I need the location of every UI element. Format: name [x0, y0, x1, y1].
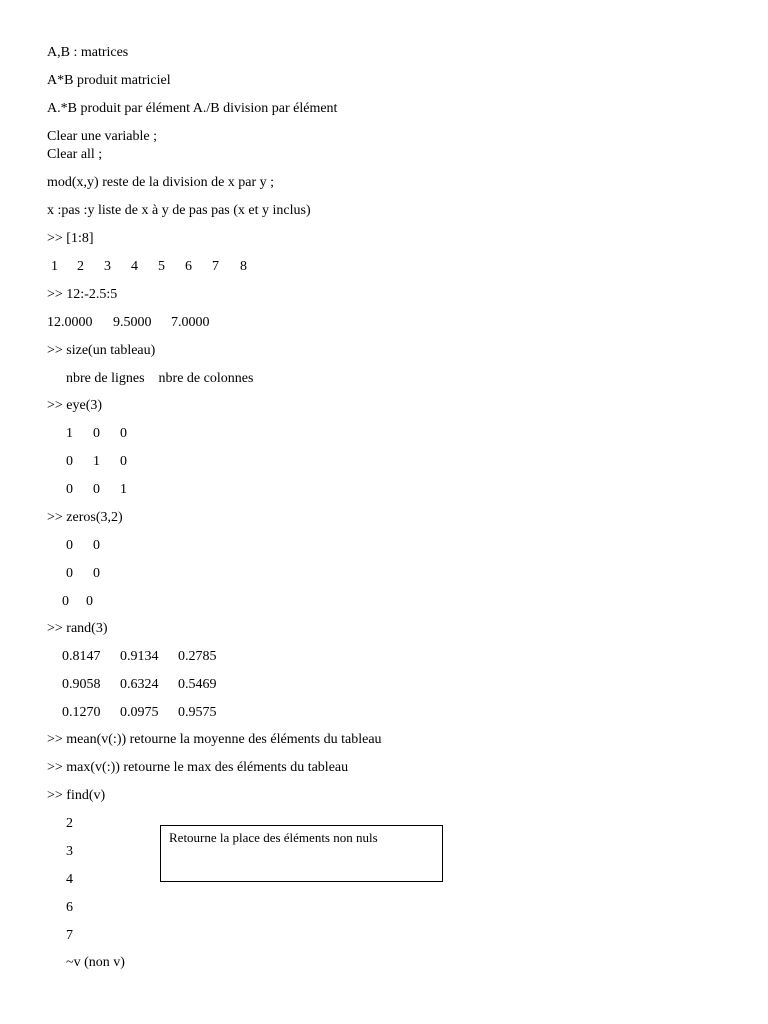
eye-cell: 1	[93, 454, 100, 469]
eye-cell: 0	[93, 426, 100, 441]
zeros-cell: 0	[86, 594, 93, 609]
range-value: 4	[131, 259, 138, 274]
line-produit-matriciel: A*B produit matriciel	[47, 73, 171, 88]
rand-cell: 0.5469	[178, 677, 217, 692]
range-value: 5	[158, 259, 165, 274]
step-value: 7.0000	[171, 315, 210, 330]
eye-cell: 0	[120, 426, 127, 441]
range-value: 1	[51, 259, 58, 274]
range-value: 7	[212, 259, 219, 274]
zeros-cell: 0	[66, 566, 73, 581]
cmd-eye: >> eye(3)	[47, 398, 103, 413]
cmd-find: >> find(v)	[47, 788, 106, 803]
rand-cell: 0.2785	[178, 649, 217, 664]
line-clear-all: Clear all ;	[47, 147, 103, 162]
rand-cell: 0.8147	[62, 649, 101, 664]
zeros-cell: 0	[93, 538, 100, 553]
find-note-callout: Retourne la place des éléments non nuls	[160, 825, 443, 882]
range-value: 2	[77, 259, 84, 274]
cmd-mean: >> mean(v(:)) retourne la moyenne des éléments du tableau	[47, 732, 382, 747]
line-pas: x :pas :y liste de x à y de pas pas (x et y inclus)	[47, 203, 311, 218]
line-produit-element: A.*B produit par élément A./B division par élément	[47, 101, 338, 116]
eye-cell: 1	[66, 426, 73, 441]
cmd-step: >> 12:-2.5:5	[47, 287, 118, 302]
cmd-size: >> size(un tableau)	[47, 343, 156, 358]
cmd-zeros: >> zeros(3,2)	[47, 510, 123, 525]
rand-cell: 0.9575	[178, 705, 217, 720]
find-value: 4	[66, 872, 73, 887]
step-value: 12.0000	[47, 315, 93, 330]
rand-cell: 0.6324	[120, 677, 159, 692]
step-value: 9.5000	[113, 315, 152, 330]
cmd-max: >> max(v(:)) retourne le max des éléments du tableau	[47, 760, 349, 775]
eye-cell: 1	[120, 482, 127, 497]
eye-cell: 0	[66, 482, 73, 497]
cmd-rand: >> rand(3)	[47, 621, 108, 636]
eye-cell: 0	[93, 482, 100, 497]
range-value: 8	[240, 259, 247, 274]
eye-cell: 0	[120, 454, 127, 469]
find-value: 7	[66, 928, 73, 943]
cmd-range: >> [1:8]	[47, 231, 94, 246]
zeros-cell: 0	[93, 566, 100, 581]
range-value: 6	[185, 259, 192, 274]
line-not-v: ~v (non v)	[66, 955, 125, 970]
rand-cell: 0.1270	[62, 705, 101, 720]
size-result: nbre de lignes nbre de colonnes	[66, 371, 254, 386]
line-mod: mod(x,y) reste de la division de x par y ;	[47, 175, 275, 190]
find-value: 6	[66, 900, 73, 915]
rand-cell: 0.0975	[120, 705, 159, 720]
range-value: 3	[104, 259, 111, 274]
rand-cell: 0.9134	[120, 649, 159, 664]
find-value: 3	[66, 844, 73, 859]
zeros-cell: 0	[66, 538, 73, 553]
rand-cell: 0.9058	[62, 677, 101, 692]
zeros-cell: 0	[62, 594, 69, 609]
find-value: 2	[66, 816, 73, 831]
line-clear-variable: Clear une variable ;	[47, 129, 158, 144]
eye-cell: 0	[66, 454, 73, 469]
line-matrices: A,B : matrices	[47, 45, 129, 60]
